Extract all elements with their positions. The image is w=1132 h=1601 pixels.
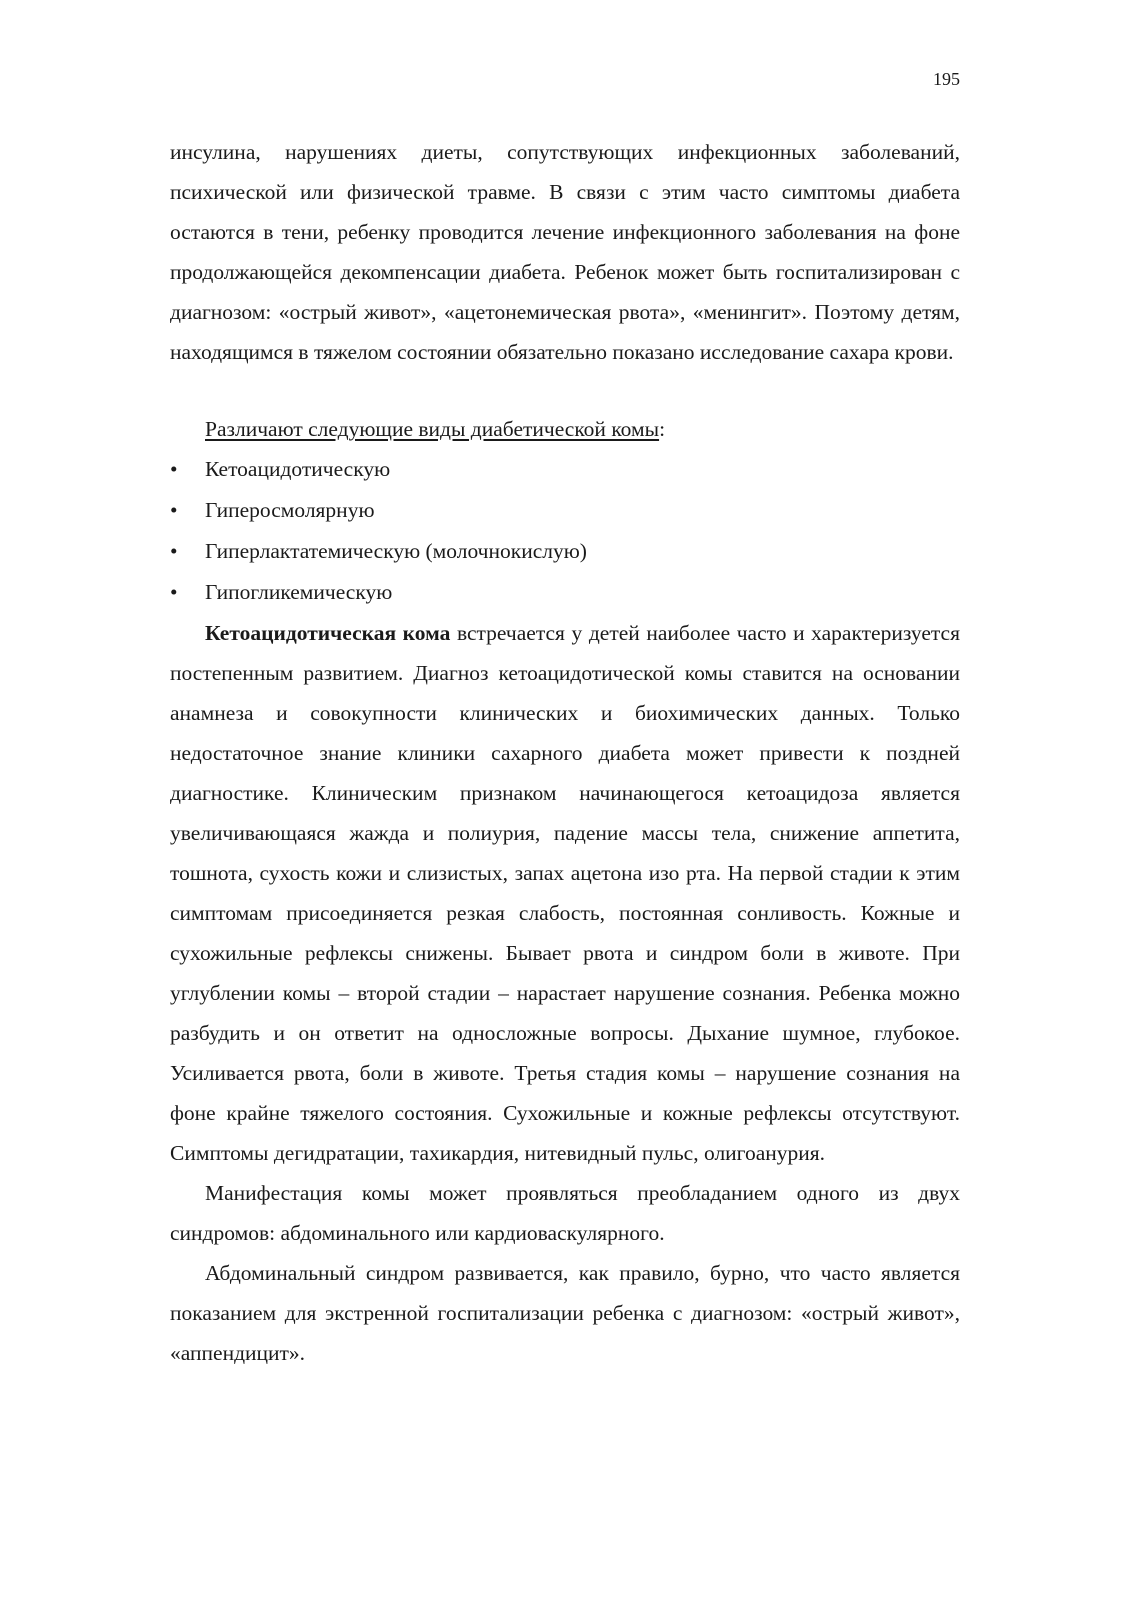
coma-types-heading-colon: : [659,417,666,441]
ketoacidotic-text: встречается у детей наиболее часто и характеризуется постепенным развитием. Диагноз кетоацидотической комы ставится на основании анамнеза и совокупности клинических и биохимических данных. Только недостаточное знание клиники сахарного диабета может привести к поздней диагностике. Клиническим признаком начинающегося кетоацидоза является увеличивающаяся жажда и полиурия, падение массы тела, снижение аппетита, тошнота, сухость кожи и слизистых, запах ацетона изо рта. На первой стадии к этим симптомам присоединяется резкая слабость, постоянная сонливость. Кожные и сухожильные рефлексы снижены. Бывает рвота и синдром боли в животе. При углублении комы – второй стадии – нарастает нарушение сознания. Ребенка можно разбудить и он ответит на односложные вопросы. Дыхание шумное, глубокое. Усиливается рвота, боли в животе. Третья стадия комы – нарушение сознания на фоне крайне тяжелого состояния. Сухожильные и кожные рефлексы отсутствуют. Симптомы дегидратации, тахикардия, нитевидный пульс, олигоанурия. [170,621,960,1165]
paragraph-abdominal: Абдоминальный синдром развивается, как правило, бурно, что часто является показанием для экстренной госпитализации ребенка с диагнозом: «острый живот», «аппендицит». [170,1261,960,1365]
list-item: • Кетоацидотическую [170,449,960,490]
page-number: 195 [933,69,960,89]
list-item: • Гиперлактатемическую (молочнокислую) [170,531,960,572]
list-item: • Гиперосмолярную [170,490,960,531]
coma-types-heading-text: Различают следующие виды диабетической комы [205,417,660,441]
paragraph-intro: инсулина, нарушениях диеты, сопутствующих инфекционных заболеваний, психической или физической травме. В связи с этим часто симптомы диабета остаются в тени, ребенку проводится лечение инфекционного заболевания на фоне продолжающейся декомпенсации диабета. Ребенок может быть госпитализирован с диагнозом: «острый живот», «ацетонемическая рвота», «менингит». Поэтому детям, находящимся в тяжелом состоянии обязательно показано исследование сахара крови. [170,140,960,364]
ketoacidotic-term: Кетоацидотическая кома [205,621,451,645]
document-body [170,132,960,1373]
list-item: • Гипогликемическую [170,572,960,613]
coma-types-heading [170,409,960,449]
paragraph-ketoacidotic [170,613,960,1173]
paragraph-manifestation: Манифестация комы может проявляться преобладанием одного из двух синдромов: абдоминального или кардиоваскулярного. [170,1181,960,1245]
coma-types-list [170,449,960,613]
